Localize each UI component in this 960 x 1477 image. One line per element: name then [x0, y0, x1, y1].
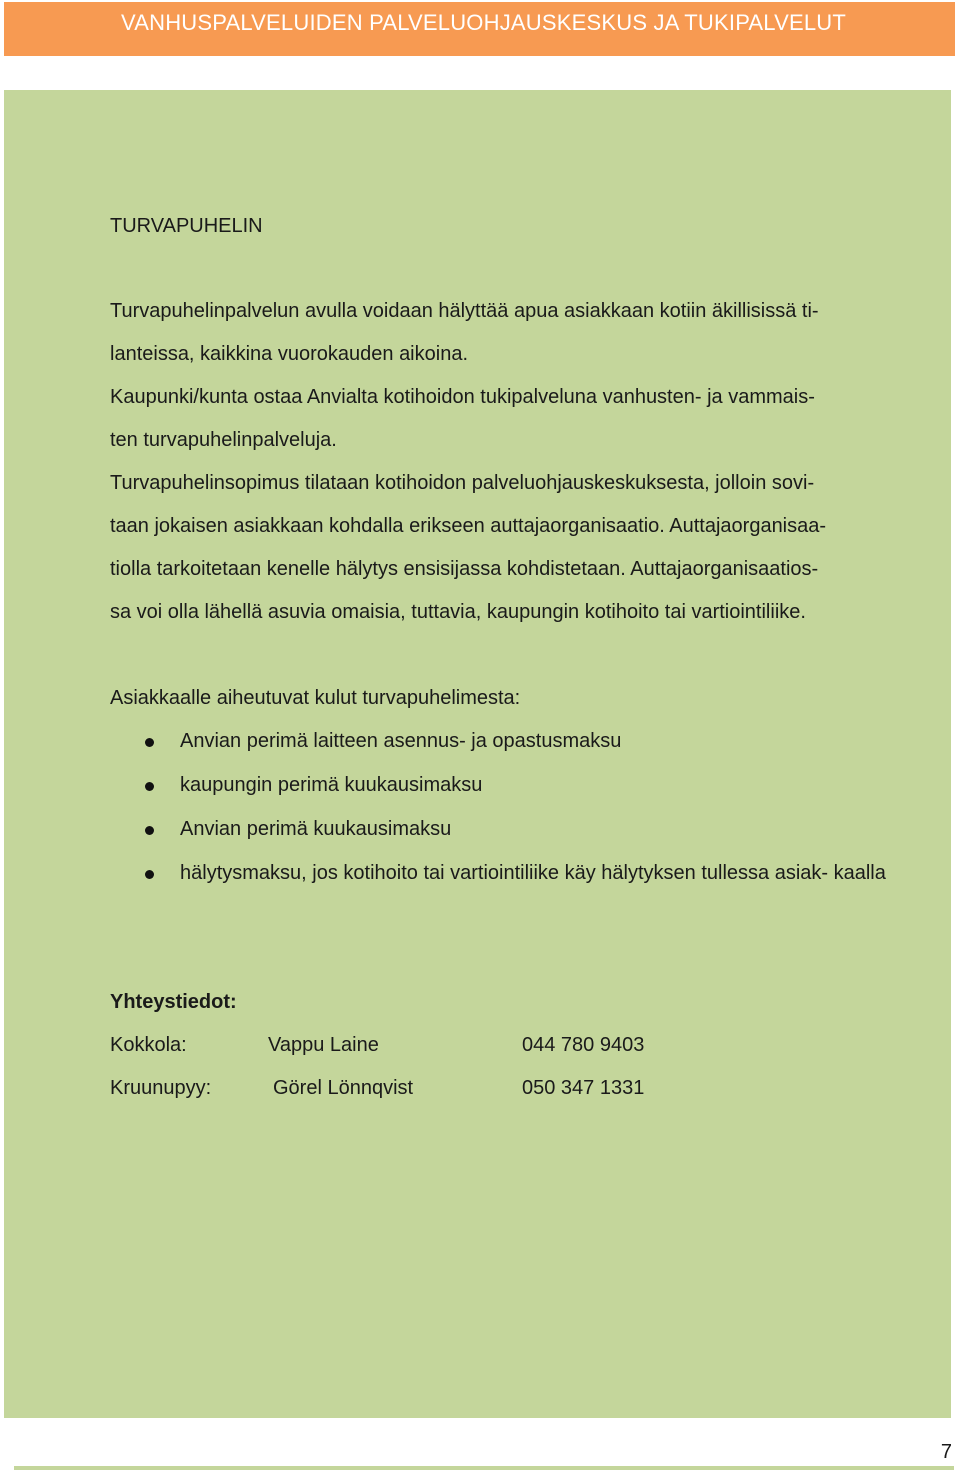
- bullet-icon: [145, 870, 154, 879]
- contact-row: [110, 1024, 890, 1067]
- list-item: [110, 852, 890, 895]
- paragraph-line: Kaupunki/kunta ostaa Anvialta kotihoidon tukipalveluna vanhusten- ja vammais-: [110, 386, 815, 408]
- header-title: VANHUSPALVELUIDEN PALVELUOHJAUSKESKUS JA TUKIPALVELUT: [121, 10, 847, 35]
- list-item: [110, 720, 890, 763]
- contact-phone: 044 780 9403: [522, 1034, 645, 1056]
- footer-divider: [14, 1466, 954, 1470]
- list-item: [110, 808, 890, 851]
- cost-list: [110, 720, 890, 896]
- paragraph-line: lanteissa, kaikkina vuorokauden aikoina.: [110, 343, 468, 365]
- contact-row: [110, 1067, 890, 1110]
- paragraph-line: tiolla tarkoitetaan kenelle hälytys ensisijassa kohdistetaan. Auttajaorganisaatios-: [110, 558, 819, 580]
- paragraph-line: ten turvapuhelinpalveluja.: [110, 429, 337, 451]
- costs-intro: Asiakkaalle aiheutuvat kulut turvapuhelimesta:: [110, 687, 521, 709]
- paragraph-line: sa voi olla lähellä asuvia omaisia, tuttavia, kaupungin kotihoito tai vartiointiliike.: [110, 601, 806, 623]
- list-item: [110, 764, 890, 807]
- paragraph-line: Turvapuhelinsopimus tilataan kotihoidon palveluohjauskeskuksesta, jolloin sovi-: [110, 472, 815, 494]
- header-bar: [4, 2, 955, 56]
- list-item-text: Anvian perimä laitteen asennus- ja opastusmaksu: [180, 730, 622, 752]
- paragraph-line: taan jokaisen asiakkaan kohdalla erikseen auttajaorganisaatio. Auttajaorganisaa-: [110, 515, 827, 537]
- contact-city: Kokkola:: [110, 1034, 187, 1056]
- list-item-text: hälytysmaksu, jos kotihoito tai vartiointiliike käy hälytyksen tullessa asiak- kaalla: [180, 862, 886, 884]
- contact-phone: 050 347 1331: [522, 1077, 645, 1099]
- body-paragraph: [110, 290, 890, 634]
- page-number: 7: [940, 1441, 952, 1463]
- contact-name: Görel Lönnqvist: [273, 1077, 414, 1099]
- contacts-heading: Yhteystiedot:: [110, 991, 237, 1013]
- bullet-icon: [145, 738, 154, 747]
- list-item-text: Anvian perimä kuukausimaksu: [180, 818, 452, 840]
- bullet-icon: [145, 826, 154, 835]
- list-item-text: kaupungin perimä kuukausimaksu: [180, 774, 483, 796]
- contact-city: Kruunupyy:: [110, 1077, 212, 1099]
- section-title: TURVAPUHELIN: [110, 215, 263, 237]
- bullet-icon: [145, 782, 154, 791]
- contact-name: Vappu Laine: [268, 1034, 379, 1056]
- paragraph-line: Turvapuhelinpalvelun avulla voidaan hälyttää apua asiakkaan kotiin äkillisissä ti-: [110, 300, 819, 322]
